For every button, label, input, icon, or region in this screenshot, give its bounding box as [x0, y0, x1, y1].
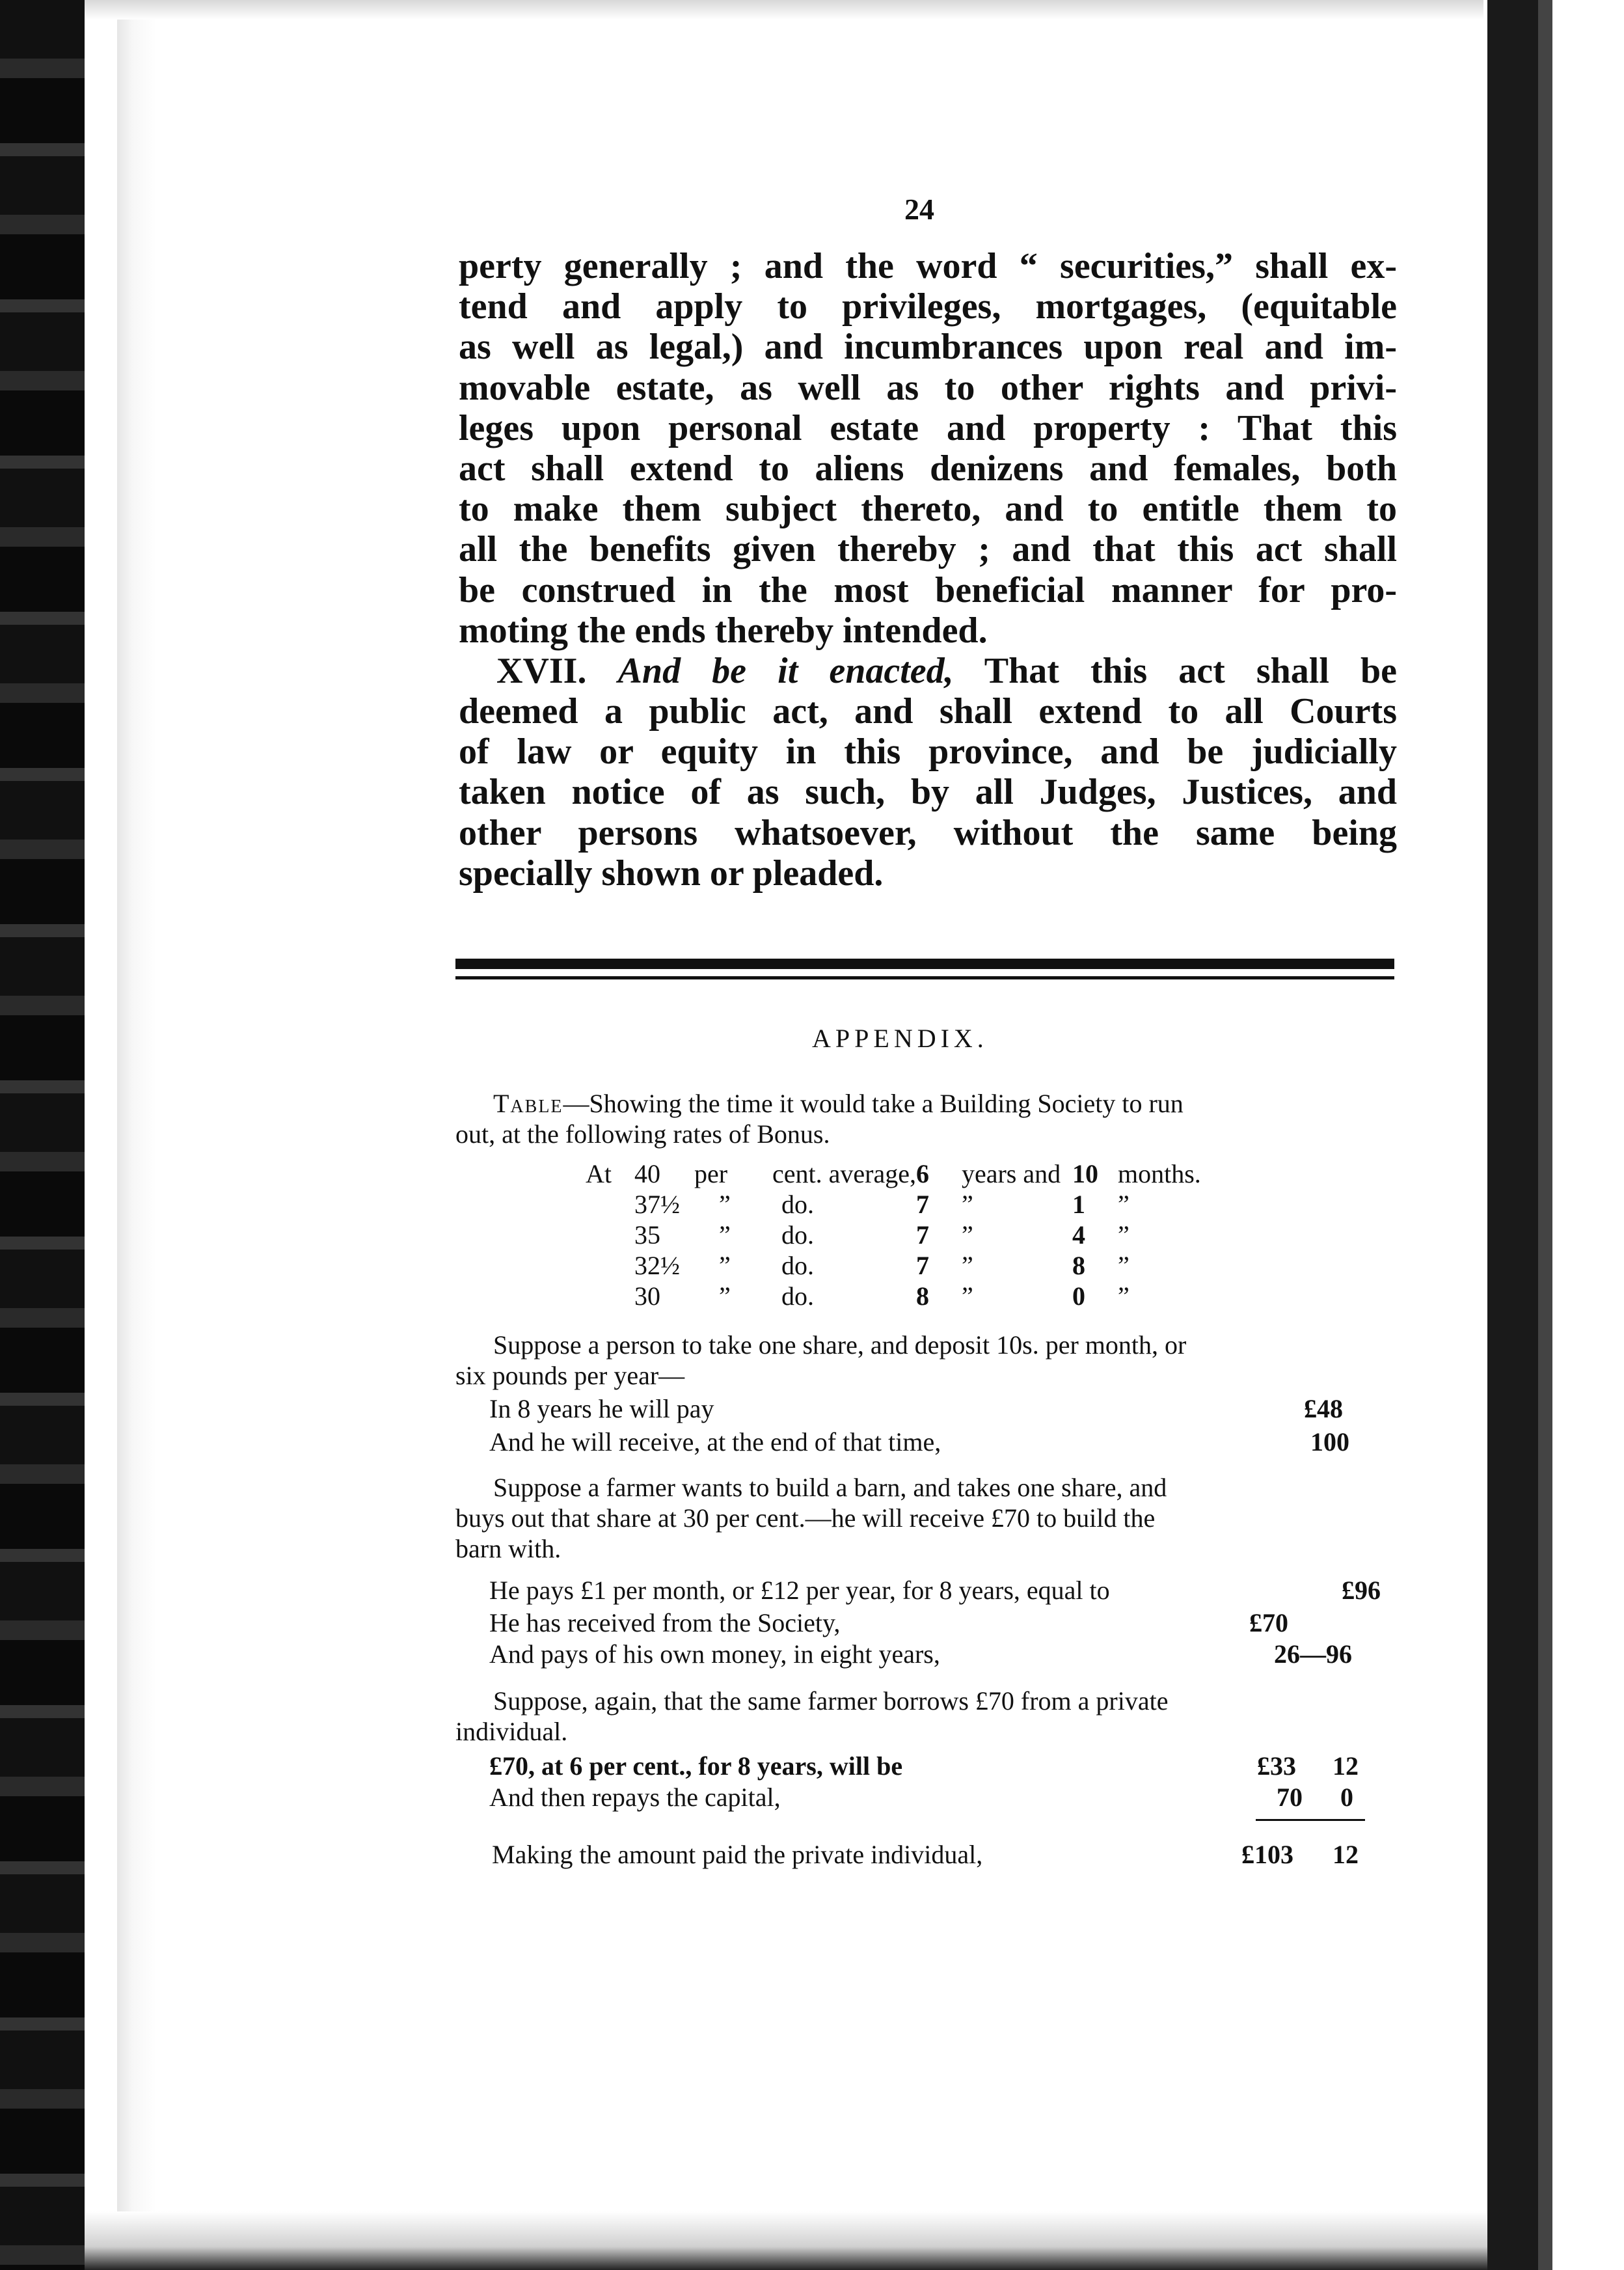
scan-bottom-edge	[85, 2211, 1487, 2270]
scan-right-border	[1487, 0, 1539, 2270]
divider-thin	[455, 976, 1394, 979]
rate-months: 1	[1072, 1190, 1085, 1219]
body-line: moting the ends thereby intended.	[459, 610, 988, 651]
rate-prefix	[586, 1281, 634, 1311]
rate-months: 10	[1072, 1159, 1098, 1188]
rate-months-label: ”	[1117, 1251, 1130, 1280]
section-line: specially shown or pleaded.	[459, 853, 884, 894]
scan-right-border-edge	[1538, 0, 1552, 2270]
rate-months: 0	[1072, 1281, 1085, 1311]
section-line: taken notice of as such, by all Judges, Justices, and	[459, 772, 1397, 813]
example-two-own-label: And pays of his own money, in eight years,	[489, 1639, 940, 1669]
rate-desc: cent. average,	[772, 1159, 916, 1188]
enacting-clause: And be it enacted,	[617, 650, 954, 691]
section-heading-line	[459, 651, 1397, 691]
table-row	[586, 1158, 1201, 1189]
scan-left-border	[0, 0, 85, 2270]
body-line: leges upon personal estate and property : That this	[459, 407, 1397, 448]
rate-prefix	[586, 1189, 634, 1220]
rate-years: 7	[915, 1251, 929, 1280]
table-caption-line: out, at the following rates of Bonus.	[455, 1119, 830, 1149]
example-two-received-value: £70	[1249, 1608, 1288, 1637]
example-three-capital-pounds: 70	[1277, 1783, 1303, 1812]
rate-months-label: ”	[1117, 1281, 1130, 1311]
rate-unit: ”	[719, 1281, 731, 1311]
table-row	[586, 1250, 1201, 1281]
rate-value: 40	[634, 1159, 660, 1188]
example-three-line: individual.	[455, 1717, 568, 1746]
table-caption-text: —Showing the time it would take a Building Society to run	[563, 1089, 1184, 1118]
rate-prefix	[586, 1220, 634, 1250]
example-three-intro	[455, 1686, 1395, 1747]
rate-years-label: ”	[961, 1190, 973, 1219]
table-row	[586, 1189, 1201, 1220]
rate-unit: ”	[719, 1251, 731, 1280]
rate-years: 7	[915, 1190, 929, 1219]
page-gutter-shadow	[117, 0, 156, 2270]
section-line: other persons whatsoever, without the same being	[459, 812, 1397, 853]
body-line: movable estate, as well as to other rights and privi-	[459, 367, 1397, 408]
body-line: to make them subject thereto, and to entitle them to	[459, 489, 1397, 530]
example-two-line: barn with.	[455, 1534, 562, 1563]
body-line: as well as legal,) and incumbrances upon real and im-	[459, 327, 1397, 368]
section-line: of law or equity in this province, and be judicially	[459, 732, 1397, 773]
body-line: perty generally ; and the word “ securities,” shall ex-	[459, 246, 1397, 286]
example-one-line: six pounds per year—	[455, 1361, 685, 1390]
rate-prefix	[586, 1250, 634, 1281]
sum-rule	[1256, 1819, 1365, 1821]
section-line-rest: That this act shall be	[984, 650, 1397, 691]
table-caption	[455, 1088, 1395, 1149]
example-three-capital-shillings: 0	[1340, 1783, 1353, 1812]
table-caption-label: Table	[493, 1089, 563, 1118]
example-three-capital-label: And then repays the capital,	[489, 1783, 781, 1812]
rate-years-label: years and	[961, 1159, 1061, 1188]
example-three-total-pounds: £103	[1241, 1840, 1293, 1869]
rate-value: 35	[634, 1220, 660, 1250]
rate-desc: do.	[781, 1220, 814, 1250]
example-two-line: Suppose a farmer wants to build a barn, and takes one share, and	[493, 1473, 1167, 1502]
rate-value: 30	[634, 1281, 660, 1311]
example-two-received-label: He has received from the Society,	[489, 1608, 841, 1637]
table-row	[586, 1220, 1201, 1250]
rate-value: 37½	[634, 1190, 680, 1219]
example-two-pays-value: £96	[1342, 1576, 1381, 1605]
section-line: deemed a public act, and shall extend to all Courts	[459, 691, 1397, 732]
rate-months-label: ”	[1117, 1190, 1130, 1219]
example-one-intro	[455, 1330, 1395, 1391]
bonus-rate-table	[586, 1158, 1201, 1311]
example-three-total-shillings: 12	[1333, 1840, 1359, 1869]
body-line: act shall extend to aliens denizens and females, both	[459, 448, 1397, 489]
example-one-receive-value: 100	[1310, 1427, 1349, 1456]
page-number: 24	[904, 193, 934, 226]
rate-unit: per	[694, 1159, 728, 1188]
example-two-intro	[455, 1472, 1395, 1564]
example-one-pay-value: £48	[1304, 1394, 1343, 1423]
rate-years: 7	[915, 1220, 929, 1250]
rate-value: 32½	[634, 1251, 680, 1280]
rate-desc: do.	[781, 1251, 814, 1280]
rate-months: 4	[1072, 1220, 1085, 1250]
example-one-pay-label: In 8 years he will pay	[489, 1394, 714, 1423]
rate-years-label: ”	[961, 1251, 973, 1280]
example-two-own-value: 26—96	[1274, 1639, 1352, 1669]
section-number: XVII.	[496, 650, 587, 691]
rate-desc: do.	[781, 1190, 814, 1219]
table-row	[586, 1281, 1201, 1311]
rate-months: 8	[1072, 1251, 1085, 1280]
rate-desc: do.	[781, 1281, 814, 1311]
example-three-line: Suppose, again, that the same farmer borrows £70 from a private	[493, 1686, 1169, 1716]
rate-prefix: At	[586, 1159, 612, 1188]
rate-years-label: ”	[961, 1220, 973, 1250]
appendix-heading: APPENDIX.	[812, 1024, 988, 1053]
example-three-interest-pounds: £33	[1257, 1751, 1296, 1781]
body-text	[459, 246, 1397, 894]
example-three-interest-label: £70, at 6 per cent., for 8 years, will be	[489, 1751, 903, 1781]
example-three-interest-shillings: 12	[1333, 1751, 1359, 1781]
body-line: be construed in the most beneficial manner for pro-	[459, 569, 1397, 610]
rate-years-label: ”	[961, 1281, 973, 1311]
body-line: tend and apply to privileges, mortgages, (equitable	[459, 286, 1397, 327]
divider-thick	[455, 959, 1394, 969]
rate-unit: ”	[719, 1220, 731, 1250]
example-one-line: Suppose a person to take one share, and deposit 10s. per month, or	[493, 1330, 1187, 1360]
body-line: all the benefits given thereby ; and that this act shall	[459, 529, 1397, 570]
rate-unit: ”	[719, 1190, 731, 1219]
scan-top-edge	[85, 0, 1483, 20]
rate-years: 8	[915, 1281, 929, 1311]
example-three-total-label: Making the amount paid the private individual,	[492, 1840, 983, 1869]
rate-months-label: ”	[1117, 1220, 1130, 1250]
example-one-receive-label: And he will receive, at the end of that time,	[489, 1427, 941, 1456]
example-two-line: buys out that share at 30 per cent.—he will receive £70 to build the	[455, 1503, 1156, 1533]
rate-years: 6	[915, 1159, 929, 1188]
rate-months-label: months.	[1117, 1159, 1201, 1188]
example-two-pays-label: He pays £1 per month, or £12 per year, for 8 years, equal to	[489, 1576, 1110, 1605]
